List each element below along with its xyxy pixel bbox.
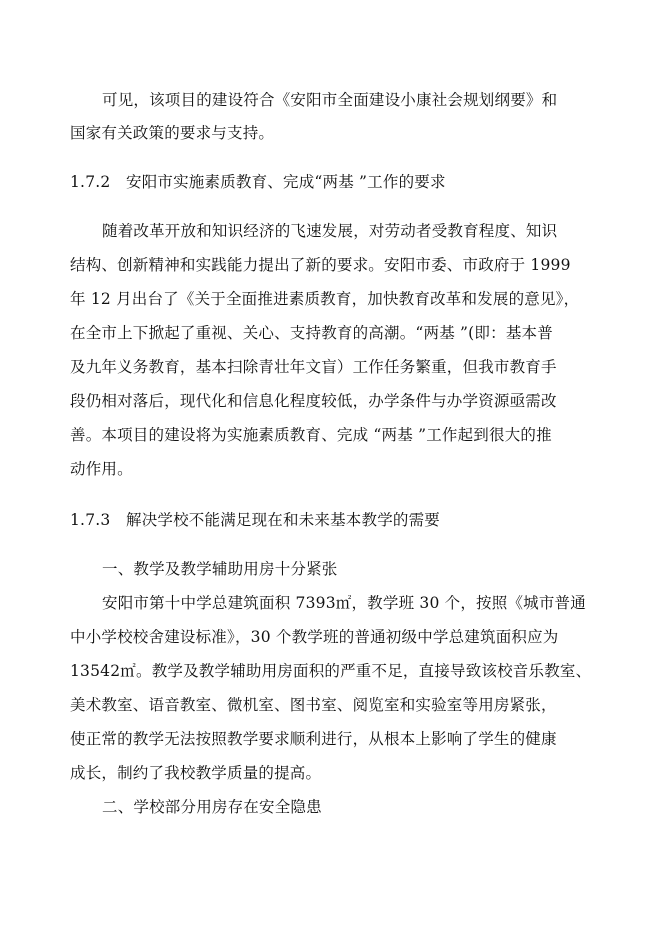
para3-line-6: 成长，制约了我校教学质量的提高。 [70, 764, 322, 782]
para2-line-8: 动作用。 [70, 460, 133, 478]
para2-line-1: 随着改革开放和知识经济的飞速发展，对劳动者受教育程度、知识 [102, 222, 558, 240]
subhead-2: 二、学校部分用房存在安全隐患 [102, 798, 322, 816]
para2-line-5: 及九年义务教育，基本扫除青壮年文盲）工作任务繁重，但我市教育手 [70, 358, 557, 376]
section-1-7-2-title: 安阳市实施素质教育、完成“两基 ”工作的要求 [126, 173, 446, 191]
para1-line-2: 国家有关政策的要求与支持。 [70, 124, 275, 142]
para1-line-1: 可见，该项目的建设符合《安阳市全面建设小康社会规划纲要》和 [102, 91, 558, 109]
para3-line-2: 中小学校校舍建设标准》，30 个教学班的普通初级中学总建筑面积应为 [70, 628, 559, 646]
para3-line-4: 美术教室、语音教室、微机室、图书室、阅览室和实验室等用房紧张， [70, 696, 557, 714]
section-1-7-3-title: 解决学校不能满足现在和未来基本教学的需要 [126, 511, 441, 529]
para2-line-7: 善。本项目的建设将为实施素质教育、完成 “两基 ”工作起到很大的推 [70, 426, 552, 444]
section-1-7-3-number: 1.7.3 [70, 511, 111, 529]
para2-line-3: 年 12 月出台了《关于全面推进素质教育，加快教育改革和发展的意见》， [70, 290, 580, 308]
para3-line-5: 使正常的教学无法按照教学要求顺利进行，从根本上影响了学生的健康 [70, 730, 557, 748]
subhead-1: 一、教学及教学辅助用房十分紧张 [102, 560, 338, 578]
para3-line-3: 13542㎡。教学及教学辅助用房面积的严重不足，直接导致该校音乐教室、 [70, 662, 592, 680]
para3-line-1: 安阳市第十中学总建筑面积 7393㎡，教学班 30 个，按照《城市普通 [102, 594, 586, 612]
para2-line-4: 在全市上下掀起了重视、关心、支持教育的高潮。“两基 ”(即：基本普 [70, 324, 553, 342]
para2-line-2: 结构、创新精神和实践能力提出了新的要求。安阳市委、市政府于 1999 [70, 256, 571, 274]
section-1-7-2-number: 1.7.2 [70, 173, 111, 191]
para2-line-6: 段仍相对落后，现代化和信息化程度较低，办学条件与办学资源亟需改 [70, 392, 557, 410]
